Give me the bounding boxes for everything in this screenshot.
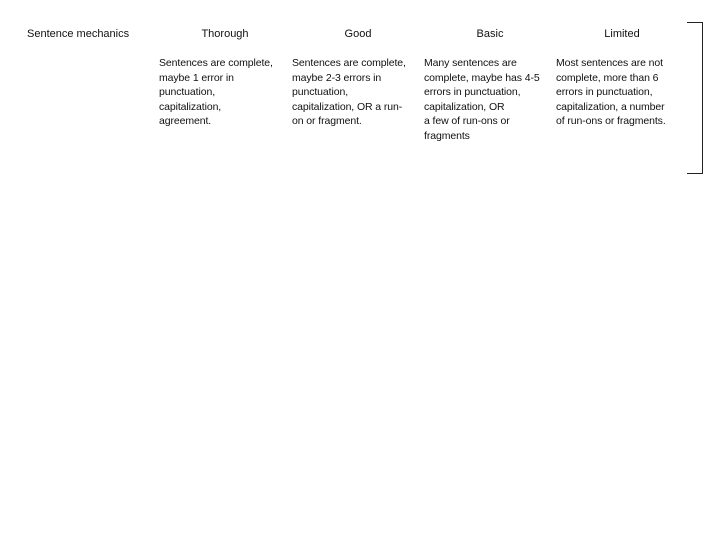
description-line: punctuation, <box>159 86 216 98</box>
description-line: Sentences are complete, <box>159 57 273 69</box>
description-thorough <box>159 56 291 129</box>
description-line: of run-ons or fragments. <box>556 115 666 127</box>
description-basic <box>424 56 556 143</box>
description-line: agreement. <box>159 115 212 127</box>
description-line: on or fragment. <box>292 115 362 127</box>
description-line: maybe 2-3 errors in <box>292 71 382 84</box>
right-bracket <box>687 22 703 174</box>
description-line: capitalization, <box>159 100 222 113</box>
description-good <box>292 56 424 129</box>
header-good: Good <box>344 28 372 40</box>
description-line: maybe 1 error in <box>159 71 234 84</box>
header-limited: Limited <box>604 28 640 40</box>
description-line: complete, maybe has 4-5 <box>424 71 540 84</box>
description-line: a few of run-ons or <box>424 115 510 127</box>
description-line: capitalization, a number <box>556 100 665 113</box>
row-label-sentence-mechanics: Sentence mechanics <box>27 28 130 40</box>
description-line: errors in punctuation, <box>556 86 653 98</box>
header-basic: Basic <box>476 28 504 40</box>
description-line: fragments <box>424 129 470 142</box>
description-line: Most sentences are not <box>556 57 663 69</box>
header-thorough: Thorough <box>201 28 249 40</box>
description-line: capitalization, OR a run- <box>292 100 403 113</box>
description-line: Many sentences are <box>424 57 517 69</box>
description-limited <box>556 56 688 129</box>
description-line: capitalization, OR <box>424 100 505 113</box>
description-line: complete, more than 6 <box>556 71 659 84</box>
description-line: Sentences are complete, <box>292 57 406 69</box>
description-line: punctuation, <box>292 86 349 98</box>
description-line: errors in punctuation, <box>424 86 521 98</box>
